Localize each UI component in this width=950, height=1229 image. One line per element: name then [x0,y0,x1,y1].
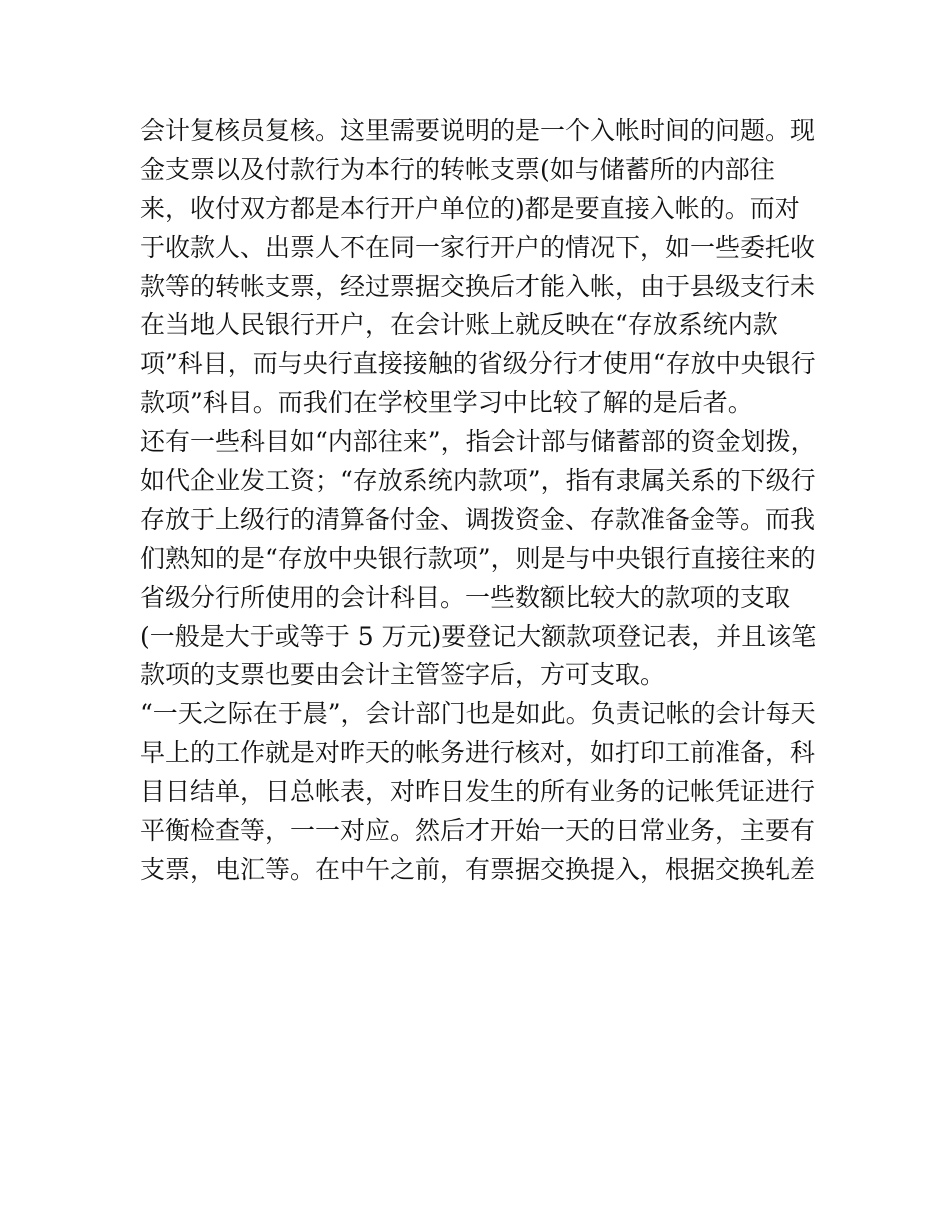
text-line: 款等的转帐支票，经过票据交换后才能入帐，由于县级支行未 [140,271,816,301]
text-line: 支票，电汇等。在中午之前，有票据交换提入，根据交换轧差 [140,854,816,884]
text-line: 省级分行所使用的会计科目。一些数额比较大的款项的支取 [140,582,791,612]
text-line: 金支票以及付款行为本行的转帐支票(如与储蓄所的内部往 [140,154,775,184]
text-line: 们熟知的是“存放中央银行款项”，则是与中央银行直接往来的 [140,543,816,573]
text-line: 款项的支票也要由会计主管签字后，方可支取。 [140,660,666,690]
text-line: 存放于上级行的清算备付金、调拨资金、存款准备金等。而我 [140,504,816,534]
text-line: 在当地人民银行开户，在会计账上就反映在“存放系统内款 [140,310,778,340]
text-line: 款项”科目。而我们在学校里学习中比较了解的是后者。 [140,388,753,418]
text-line: 目日结单，日总帐表，对昨日发生的所有业务的记帐凭证进行 [140,777,816,807]
text-line: 来，收付双方都是本行开户单位的)都是要直接入帐的。而对 [140,193,800,223]
text-line: 项”科目，而与央行直接接触的省级分行才使用“存放中央银行 [140,349,816,379]
text-line: 于收款人、出票人不在同一家行开户的情况下，如一些委托收 [140,232,816,262]
body-text [140,112,820,890]
text-line: “一天之际在于晨”，会计部门也是如此。负责记帐的会计每天 [140,699,816,729]
text-line: 会计复核员复核。这里需要说明的是一个入帐时间的问题。现 [140,116,816,145]
text-line: 早上的工作就是对昨天的帐务进行核对，如打印工前准备，科 [140,738,816,768]
text-line: 还有一些科目如“内部往来”，指会计部与储蓄部的资金划拨， [140,427,816,457]
text-line: 平衡检查等，一一对应。然后才开始一天的日常业务，主要有 [140,816,816,846]
text-line: (一般是大于或等于 5 万元)要登记大额款项登记表，并且该笔 [140,621,817,651]
text-line: 如代企业发工资；“存放系统内款项”，指有隶属关系的下级行 [140,466,816,496]
